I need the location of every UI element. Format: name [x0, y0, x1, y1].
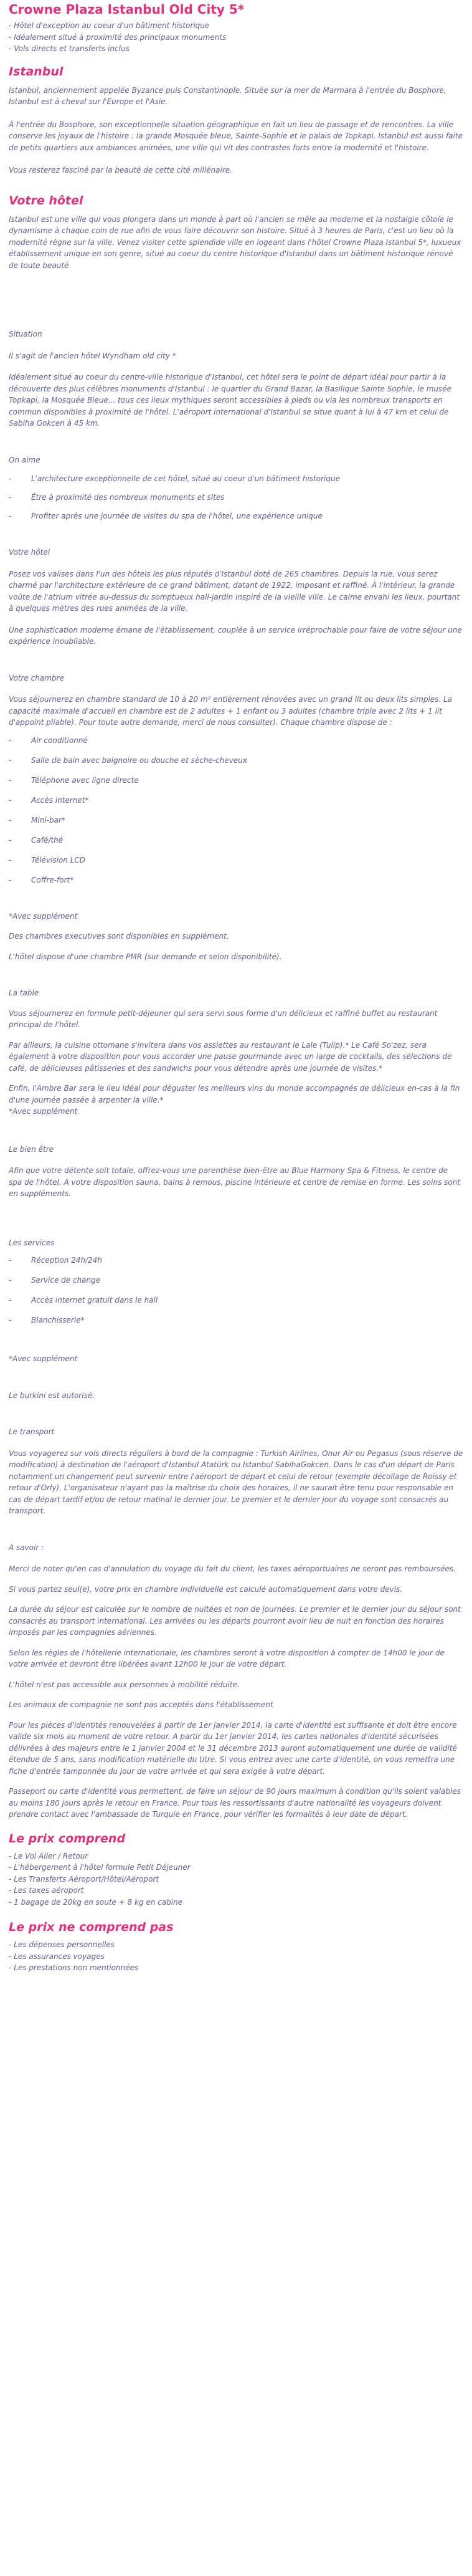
paragraph: L'hôtel dispose d'une chambre PMR (sur demande et selon disponibilité). [9, 952, 282, 961]
footnote: *Avec supplément [9, 1354, 78, 1363]
paragraph: Par ailleurs, la cuisine ottomane s'invitera dans vos assiettes au restaurant le Lale (Tulip).* Le Café So'zez, sera également à votre disposition pour vous accorder une pause gourmande avec un large de cocktails, des sélections de café, de délicieuses pâtisseries et des sandwichs pour vous détendre après une journée de visites.* [9, 1040, 452, 1073]
section-heading-prix-ne-comprend: Le prix ne comprend pas [9, 1920, 174, 1934]
list-item: - Accès internet* [9, 795, 89, 805]
section-heading-hotel: Votre hôtel [9, 193, 83, 208]
list-item: - Les Transferts Aéroport/Hôtel/Aéroport [9, 1874, 159, 1884]
paragraph: Posez vos valises dans l'un des hôtels les plus réputés d'Istanbul doté de 265 chambres. Depuis la rue, vous serez charmé par l'architecture extérieure de ce grand bâtiment, datant de 1922, imposant et raffiné. À l'intérieur, la grande voûte de l'atrium vitrée au-dessus du somptueux hall-jardin inspiré de la vieille ville. Le calme envahi les lieux, pourtant à quelques mètres des rues animées de la ville. [9, 569, 460, 613]
list-item: - Air conditionné [9, 735, 88, 745]
paragraph: Selon les règles de l'hôtellerie internationale, les chambres seront à votre disposition à compter de 14h00 le jour de votre arrivée et devront être libérées avant 12h00 le jour de votre départ. [9, 1648, 445, 1669]
paragraph: Si vous partez seul(e), votre prix en chambre individuelle est calculé automatiquement dans votre devis. [9, 1584, 403, 1594]
paragraph: Il s'agit de l'ancien hôtel Wyndham old city * [9, 351, 176, 360]
paragraph: Enfin, l'Ambre Bar sera le lieu idéal pour déguster les meilleurs vins du monde accompagnés de délicieux en-cas à la fin d'une journée passée à arpenter la ville.* [9, 1084, 460, 1104]
list-item: - Salle de bain avec baignoire ou douche et sèche-cheveux [9, 755, 247, 765]
list-item: - Mini-bar* [9, 815, 65, 825]
list-item: - Le Vol Aller / Retour [9, 1851, 88, 1860]
list-item: - Blanchisserie* [9, 1316, 85, 1324]
list-item: - Les assurances voyages [9, 1951, 105, 1961]
section-heading-situation: Situation [9, 330, 42, 338]
paragraph: Une sophistication moderne émane de l'établissement, couplée à un service irréprochable pour faire de votre séjour une expérience inoubliable. [9, 625, 462, 646]
section-heading-bien-etre: Le bien être [9, 1144, 54, 1154]
list-item: - Coffre-fort* [9, 875, 74, 884]
section-heading-transport: Le transport [9, 1427, 55, 1436]
section-heading-istanbul: Istanbul [9, 64, 64, 79]
paragraph: Vous séjournerez en chambre standard de 10 à 20 m² entièrement rénovées avec un grand lit ou deux lits simples. La capacité maximale d'accueil en chambre est de 2 adultes + 1 enfant ou 3 adultes (chambre triple avec 2 lits + 1 lit d'appoint pliable). Pour toute autre demande, merci de nous consulter). Chaque chambre dispose de : [9, 695, 453, 727]
footnote: *Avec supplément [9, 1107, 78, 1116]
section-heading-votre-hotel: Votre hôtel [9, 548, 50, 557]
section-heading-prix-comprend: Le prix comprend [9, 1831, 126, 1846]
list-item: - Service de change [9, 1276, 101, 1285]
paragraph: Des chambres executives sont disponibles en supplément. [9, 932, 229, 941]
intro-point: - Hôtel d'exception au coeur d'un bâtiment historique [9, 21, 210, 30]
list-item: - Les taxes aéroport [9, 1886, 84, 1895]
intro-point: - Idéalement situé à proximité des principaux monuments [9, 32, 227, 42]
paragraph: Istanbul, anciennement appelée Byzance puis Constantinople. Située sur la mer de Marmara à l'entrée du Bosphore, Istanbul est à cheval sur l'Europe et l'Asie. [9, 85, 446, 106]
list-item: - L'hébergement à l'hôtel formule Petit Déjeuner [9, 1863, 191, 1872]
footnote: *Avec supplément [9, 911, 78, 921]
paragraph: L'hôtel n'est pas accessible aux personnes à mobilité réduite. [9, 1680, 240, 1689]
paragraph: Vous resterez fasciné par la beauté de cette cité millénaire. [9, 166, 232, 175]
list-item: - Accès internet gratuit dans le hall [9, 1296, 158, 1305]
paragraph: Passeport ou carte d'identité vous permettent, de faire un séjour de 90 jours maximum à condition qu'ils soient valables au moins 180 jours après le retour en France. Pour tous les ressortissants d'autre nationalité les voyageurs doivent prendre contact avec l'ambassade de Turquie en France, pour vérifier les formalités à leur date de départ. [9, 1787, 461, 1819]
paragraph: À l'entrée du Bosphore, son exceptionnelle situation géographique en fait un lieu de passage et de rencontres. La ville conserve les joyaux de l'histoire : la grande Mosquée bleue, Sainte-Sophie et le palais de Topkapi. Istanbul est aussi faite de petits quartiers aux ambiances animées, une ville qui vit des contrastes forts entre la modernité et l'histoire. [9, 120, 463, 152]
section-heading-on-aime: On aime [9, 455, 40, 464]
intro-point: - Vols directs et transferts inclus [9, 44, 130, 53]
paragraph: La durée du séjour est calculée sur le nombre de nuitées et non de journées. Le premier et le dernier jour du séjour sont consacrés au transport international. Les arrivées ou les départs pourront avoir lieu de nuit en fonction des horaires imposés par les compagnies aériennes. [9, 1605, 461, 1637]
list-item: - Café/thé [9, 835, 64, 845]
list-item: - Télévision LCD [9, 855, 86, 864]
section-heading-a-savoir: A savoir : [9, 1543, 44, 1552]
paragraph: Vous voyagerez sur vols directs réguliers à bord de la compagnie : Turkish Airlines, Onur Air ou Pegasus (sous réserve de modification) à destination de l'aéroport d'Istanbul Atatürk ou Istanbul SabihaGokcen. Dans le cas d'un départ de Paris notamment un changement peut survenir entre l'aéroport de départ et celui de retour (exemple décollage de Roissy et retour d'Orly). L'organisateur n'ayant pas la maîtrise du choix des horaires, il ne saurait être tenu pour responsable en cas de départ tardif et/ou de retour matinal le dernier jour. Le premier et le dernier jour du voyage sont consacrés au transport. [9, 1448, 463, 1515]
paragraph: Le burkini est autorisé. [9, 1391, 95, 1400]
section-heading-services: Les services [9, 1238, 55, 1247]
paragraph: Pour les pièces d'identités renouvelées à partir de 1er janvier 2014, la carte d'identité est suffisante et doit être encore valide six mois au moment de votre retour. A partir du 1er janvier 2014, les cartes nationales d'identité sécurisées délivrées à des majeurs entre le 1 janvier 2004 et le 31 décembre 2013 auront automatiquement une durée de validité étendue de 5 ans, sans modification matérielle du titre. Si vous entrez avec une carte d'identité, on vous remettra une fiche d'entrée tamponnée du jour de votre arrivée et qui sera exigée à votre départ. [9, 1720, 457, 1776]
list-item: - Les dépenses personnelles [9, 1940, 115, 1949]
paragraph: Afin que votre détente soit totale, offrez-vous une parenthèse bien-être au Blue Harmony Spa & Fitness, le centre de spa de l'hôtel. A votre disposition sauna, bains à remous, piscine intérieure et centre de remise en forme. Les soins sont en suppléments. [9, 1166, 461, 1198]
list-item: - 1 bagage de 20kg en soute + 8 kg en cabine [9, 1897, 183, 1907]
section-heading-table: La table [9, 989, 39, 997]
list-item: - Réception 24h/24h [9, 1256, 102, 1265]
paragraph: Vous séjournerez en formule petit-déjeuner qui sera servi sous forme d'un délicieux et raffiné buffet au restaurant principal de l'hôtel. [9, 1008, 438, 1029]
paragraph: Idéalement situé au coeur du centre-ville historique d'Istanbul, cet hôtel sera le point de départ idéal pour partir à la découverte des plus célèbres monuments d'Istanbul : le quartier du Grand Bazar, la Basilique Sainte Sophie, le musée Topkapi, la Mosquée Bleue... tous ces lieux mythiques seront accessibles à pieds ou via les nombreux transports en commun disponibles à proximité de l'hôtel. L'aéroport international d'Istanbul se situe quant à lui à 47 km et celui de Sabiha Gokcen à 45 km. [9, 373, 452, 428]
list-item: - Les prestations non mentionnées [9, 1963, 139, 1972]
list-item: - Être à proximité des nombreux monuments et sites [9, 493, 225, 502]
paragraph: Les animaux de compagnie ne sont pas acceptés dans l'établissement [9, 1700, 273, 1709]
list-item: - Téléphone avec ligne directe [9, 775, 139, 785]
page-title: Crowne Plaza Istanbul Old City 5* [9, 2, 245, 17]
list-item: - Profiter après une journée de visites du spa de l'hôtel, une expérience unique [9, 512, 323, 520]
paragraph: Merci de noter qu'en cas d'annulation du voyage du fait du client, les taxes aéroportuaires ne seront pas remboursées. [9, 1564, 456, 1573]
section-heading-chambre: Votre chambre [9, 673, 64, 682]
list-item: - L'architecture exceptionnelle de cet hôtel, situé au coeur d'un bâtiment historique [9, 474, 340, 483]
paragraph: Istanbul est une ville qui vous plongera dans un monde à part où l'ancien se mêle au moderne et la nostalgie côtoie le dynamisme à chaque coin de rue afin de vous faire découvrir son histoire. Situé à 3 heures de Paris, c'est un lieu où la modernité règne sur la ville. Venez visiter cette splendide ville en logeant dans l'hôtel Crowne Plaza Istanbul 5*, luxueux établissement unique en son genre, situé au coeur du centre historique d'Istanbul dans un bâtiment historique rénové de toute beauté [9, 214, 461, 270]
